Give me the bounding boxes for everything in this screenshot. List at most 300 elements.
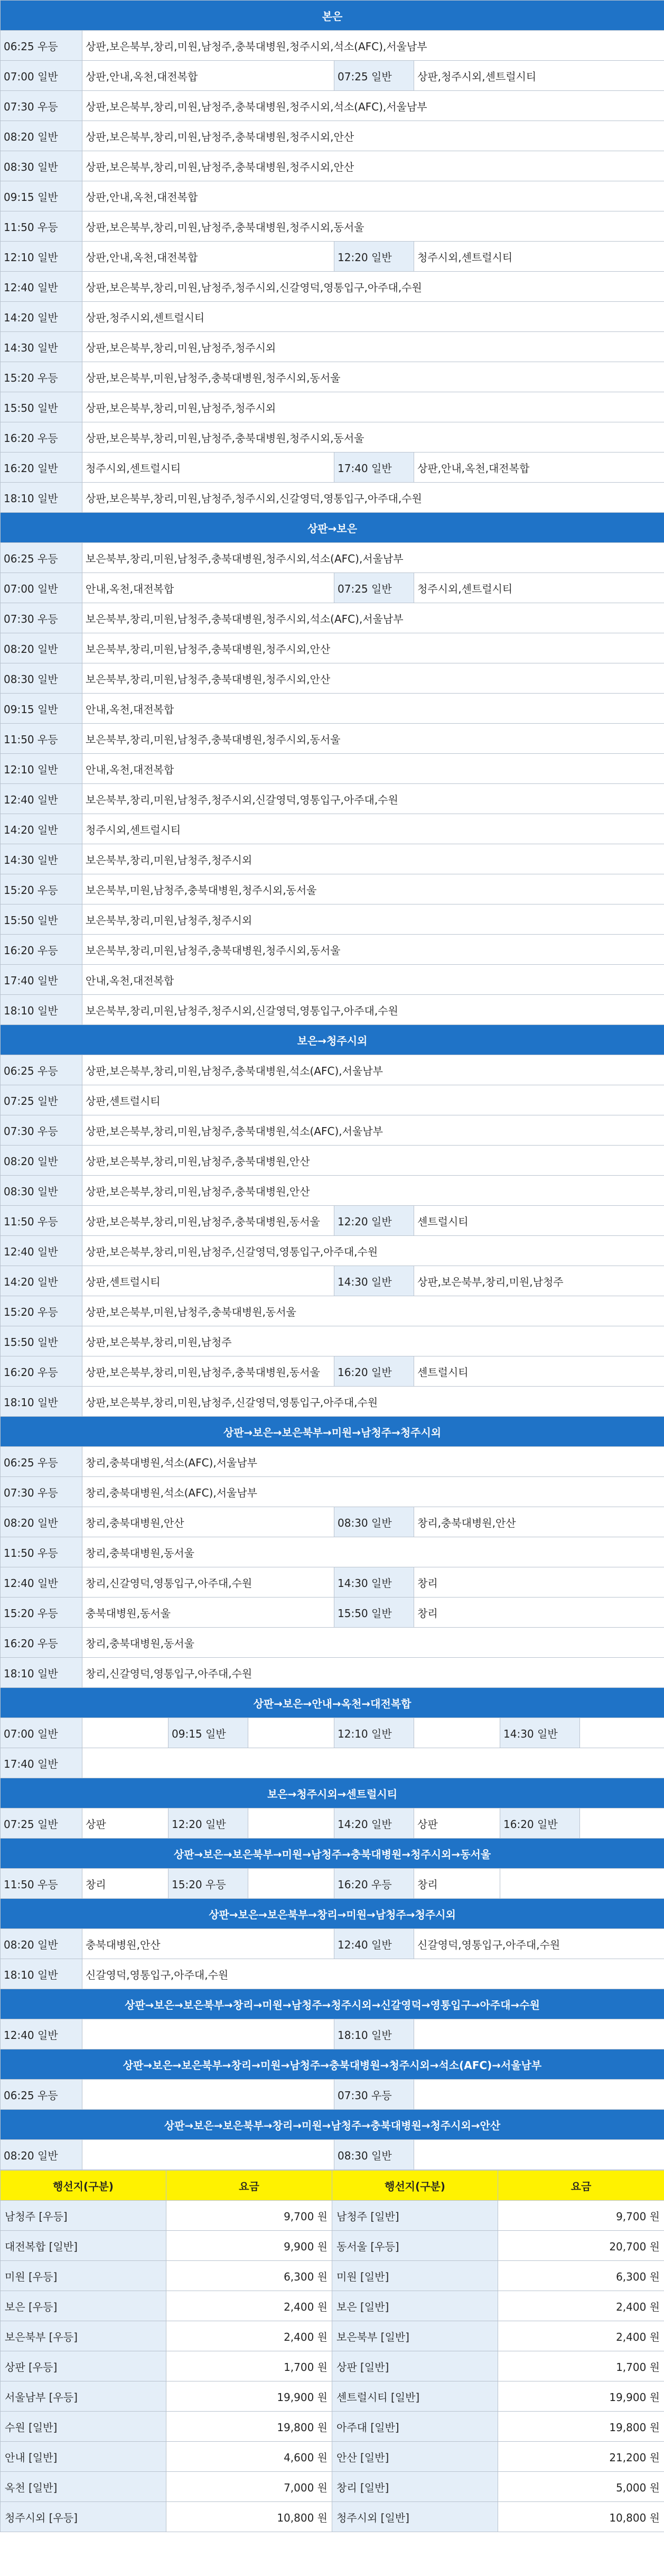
- departure-time: 15:50 일반: [1, 392, 82, 422]
- departure-time: 08:20 일반: [1, 2140, 82, 2170]
- schedule-row: [1, 1477, 664, 1507]
- schedule-row: [1, 2019, 664, 2049]
- section-title: 보은→청주시외: [1, 1025, 664, 1055]
- departure-time: 12:40 일반: [1, 784, 82, 814]
- departure-time: 08:30 일반: [334, 1507, 414, 1537]
- schedule-row: [1, 754, 664, 784]
- stops-list: 상판,보은북부,창리,미원,남청주,충북대병원,청주시외,안산: [82, 151, 664, 181]
- fare-destination-header: 행선지(구분): [1, 2171, 166, 2201]
- fare-row: [1, 2201, 664, 2231]
- schedule-row: [1, 1085, 664, 1115]
- schedule-row: [1, 1206, 664, 1236]
- fare-price: 10,800 원: [166, 2502, 332, 2532]
- departure-time: 12:20 일반: [334, 1206, 414, 1236]
- stops-list: 창리,충북대병원,석소(AFC),서울남부: [82, 1477, 664, 1507]
- schedule-row: [1, 1447, 664, 1477]
- departure-time: 14:30 일반: [334, 1567, 414, 1598]
- schedule-row: [1, 844, 664, 874]
- fare-price: 2,400 원: [498, 2291, 664, 2321]
- schedule-row: [1, 272, 664, 302]
- departure-time: 17:40 일반: [1, 1748, 82, 1778]
- departure-time: 12:10 일반: [1, 242, 82, 272]
- departure-time: 07:00 일반: [1, 573, 82, 603]
- schedule-row: [1, 1296, 664, 1326]
- fare-row: [1, 2412, 664, 2442]
- stops-list: 센트럴시티: [414, 1206, 664, 1236]
- fare-row: [1, 2321, 664, 2351]
- fare-destination: 남청주 [우등]: [1, 2201, 166, 2231]
- stops-list: 보은북부,창리,미원,남청주,청주시외: [82, 904, 664, 935]
- schedule-row: [1, 31, 664, 61]
- departure-time: 18:10 일반: [334, 2019, 414, 2049]
- schedule-row: [1, 543, 664, 573]
- schedule-row: [1, 302, 664, 332]
- schedule-row: [1, 121, 664, 151]
- schedule-row: [1, 1266, 664, 1296]
- departure-time: 07:25 일반: [334, 61, 414, 91]
- departure-time: 11:50 우등: [1, 211, 82, 242]
- departure-time: 15:20 우등: [1, 874, 82, 904]
- stops-list: 안내,옥천,대전복합: [82, 694, 664, 724]
- section-header-row: [1, 1989, 664, 2019]
- section-title: 상판→보은→보은북부→창리→미원→남청주→청주시외→신갈영덕→영통입구→아주대→수원: [1, 1989, 664, 2019]
- departure-time: 18:10 일반: [1, 1959, 82, 1989]
- schedule-row: [1, 151, 664, 181]
- stops-list: 청주시외,센트럴시티: [414, 242, 664, 272]
- stops-list: 상판,보은북부,창리,미원,남청주,신갈영덕,영통입구,아주대,수원: [82, 1236, 664, 1266]
- schedule-row: [1, 422, 664, 453]
- departure-time: 14:30 일반: [1, 332, 82, 362]
- fare-destination: 대전복합 [일반]: [1, 2231, 166, 2261]
- schedule-row: [1, 1959, 664, 1989]
- departure-time: 16:20 우등: [1, 1356, 82, 1387]
- schedule-row: [1, 61, 664, 91]
- stops-list: 상판,안내,옥천,대전복합: [82, 242, 334, 272]
- departure-time: 11:50 우등: [1, 1869, 82, 1899]
- departure-time: 07:25 일반: [1, 1808, 82, 1839]
- schedule-row: [1, 1929, 664, 1959]
- stops-list: 보은북부,창리,미원,남청주,청주시외,신갈영덕,영통입구,아주대,수원: [82, 995, 664, 1025]
- departure-time: 12:40 일반: [1, 1236, 82, 1266]
- fare-price: 6,300 원: [166, 2261, 332, 2291]
- departure-time: 14:30 일반: [334, 1266, 414, 1296]
- fare-price: 9,700 원: [498, 2201, 664, 2231]
- schedule-row: [1, 1176, 664, 1206]
- departure-time: 17:40 일반: [334, 453, 414, 483]
- stops-list: [248, 1718, 334, 1748]
- departure-time: 14:20 일반: [1, 302, 82, 332]
- stops-list: 창리,충북대병원,석소(AFC),서울남부: [82, 1447, 664, 1477]
- schedule-row: [1, 392, 664, 422]
- fare-row: [1, 2381, 664, 2412]
- stops-list: 상판,안내,옥천,대전복합: [82, 181, 664, 211]
- departure-time: 14:30 일반: [500, 1718, 580, 1748]
- stops-list: 상판,보은북부,창리,미원,남청주,청주시외,신갈영덕,영통입구,아주대,수원: [82, 483, 664, 513]
- stops-list: 보은북부,창리,미원,남청주,충북대병원,청주시외,동서울: [82, 935, 664, 965]
- fare-price-header: 요금: [166, 2171, 332, 2201]
- stops-list: [248, 1808, 334, 1839]
- schedule-row: [1, 1748, 664, 1778]
- stops-list: 청주시외,센트럴시티: [414, 573, 664, 603]
- departure-time: 18:10 일반: [1, 483, 82, 513]
- stops-list: 상판,보은북부,창리,미원,남청주,충북대병원,청주시외,안산: [82, 121, 664, 151]
- departure-time: 16:20 우등: [1, 1628, 82, 1658]
- fare-destination: 안내 [일반]: [1, 2442, 166, 2472]
- section-header-row: [1, 1899, 664, 1929]
- schedule-row: [1, 784, 664, 814]
- section-header-row: [1, 1839, 664, 1869]
- fare-header-row: [1, 2171, 664, 2201]
- stops-list: 창리,충북대병원,동서울: [82, 1628, 664, 1658]
- departure-time: 12:10 일반: [334, 1718, 414, 1748]
- fare-row: [1, 2231, 664, 2261]
- fare-destination: 아주대 [일반]: [332, 2412, 498, 2442]
- departure-time: 08:20 일반: [1, 1507, 82, 1537]
- fare-destination: 보은북부 [일반]: [332, 2321, 498, 2351]
- fare-destination: 미원 [일반]: [332, 2261, 498, 2291]
- fare-price: 1,700 원: [166, 2351, 332, 2381]
- fare-destination: 상판 [일반]: [332, 2351, 498, 2381]
- stops-list: 안내,옥천,대전복합: [82, 573, 334, 603]
- stops-list: 상판,보은북부,미원,남청주,충북대병원,동서울: [82, 1296, 664, 1326]
- fare-destination-header: 행선지(구분): [332, 2171, 498, 2201]
- schedule-row: [1, 1236, 664, 1266]
- departure-time: 15:20 우등: [1, 362, 82, 392]
- stops-list: 상판,보은북부,창리,미원,남청주,충북대병원,안산: [82, 1176, 664, 1206]
- schedule-row: [1, 181, 664, 211]
- stops-list: 상판,안내,옥천,대전복합: [414, 453, 664, 483]
- stops-list: 상판,보은북부,창리,미원,남청주,충북대병원,안산: [82, 1146, 664, 1176]
- stops-list: 청주시외,센트럴시티: [82, 453, 334, 483]
- stops-list: 창리: [414, 1567, 664, 1598]
- section-header-row: [1, 1, 664, 31]
- fare-row: [1, 2472, 664, 2502]
- stops-list: [82, 1748, 664, 1778]
- section-header-row: [1, 1417, 664, 1447]
- stops-list: 센트럴시티: [414, 1356, 664, 1387]
- schedule-row: [1, 814, 664, 844]
- departure-time: 07:25 일반: [1, 1085, 82, 1115]
- departure-time: 15:20 우등: [1, 1598, 82, 1628]
- departure-time: 12:10 일반: [1, 754, 82, 784]
- departure-time: 16:20 일반: [1, 453, 82, 483]
- stops-list: 신갈영덕,영통입구,아주대,수원: [82, 1959, 664, 1989]
- schedule-row: [1, 91, 664, 121]
- stops-list: 창리: [82, 1869, 169, 1899]
- fare-price: 19,900 원: [166, 2381, 332, 2412]
- schedule-row: [1, 1718, 664, 1748]
- departure-time: 08:30 일반: [1, 1176, 82, 1206]
- fare-destination: 창리 [일반]: [332, 2472, 498, 2502]
- stops-list: [82, 1718, 169, 1748]
- stops-list: 창리,충북대병원,안산: [414, 1507, 664, 1537]
- fare-destination: 옥천 [일반]: [1, 2472, 166, 2502]
- fare-destination: 보은 [일반]: [332, 2291, 498, 2321]
- section-header-row: [1, 2049, 664, 2080]
- fare-destination: 상판 [우등]: [1, 2351, 166, 2381]
- schedule-row: [1, 1658, 664, 1688]
- fare-destination: 안산 [일반]: [332, 2442, 498, 2472]
- section-title: 보은→청주시외→센트럴시티: [1, 1778, 664, 1808]
- stops-list: 상판: [414, 1808, 500, 1839]
- schedule-row: [1, 1326, 664, 1356]
- departure-time: 06:25 우등: [1, 2080, 82, 2110]
- schedule-row: [1, 362, 664, 392]
- departure-time: 18:10 일반: [1, 1658, 82, 1688]
- stops-list: 상판,안내,옥천,대전복합: [82, 61, 334, 91]
- departure-time: 14:20 일반: [334, 1808, 414, 1839]
- departure-time: 06:25 우등: [1, 1055, 82, 1085]
- departure-time: 08:20 일반: [1, 1929, 82, 1959]
- stops-list: 창리,충북대병원,안산: [82, 1507, 334, 1537]
- stops-list: 상판,보은북부,창리,미원,남청주,신갈영덕,영통입구,아주대,수원: [82, 1387, 664, 1417]
- section-header-row: [1, 1025, 664, 1055]
- departure-time: 14:30 일반: [1, 844, 82, 874]
- departure-time: 18:10 일반: [1, 995, 82, 1025]
- fare-price: 1,700 원: [498, 2351, 664, 2381]
- schedule-row: [1, 1567, 664, 1598]
- stops-list: [248, 1869, 334, 1899]
- stops-list: 신갈영덕,영통입구,아주대,수원: [414, 1929, 664, 1959]
- schedule-row: [1, 2140, 664, 2170]
- stops-list: 창리,신갈영덕,영통입구,아주대,수원: [82, 1658, 664, 1688]
- schedule-row: [1, 1146, 664, 1176]
- departure-time: 17:40 일반: [1, 965, 82, 995]
- schedule-row: [1, 995, 664, 1025]
- fare-destination: 보은 [우등]: [1, 2291, 166, 2321]
- section-title: 상판→보은→보은북부→창리→미원→남청주→청주시외: [1, 1899, 664, 1929]
- stops-list: 상판,보은북부,창리,미원,남청주: [414, 1266, 664, 1296]
- schedule-row: [1, 2080, 664, 2110]
- stops-list: 상판,보은북부,미원,남청주,충북대병원,청주시외,동서울: [82, 362, 664, 392]
- schedule-row: [1, 1387, 664, 1417]
- schedule-row: [1, 724, 664, 754]
- section-title: 상판→보은→안내→옥천→대전복합: [1, 1688, 664, 1718]
- section-header-row: [1, 1688, 664, 1718]
- stops-list: 보은북부,창리,미원,남청주,충북대병원,청주시외,석소(AFC),서울남부: [82, 603, 664, 633]
- fare-price: 2,400 원: [166, 2291, 332, 2321]
- departure-time: 16:20 우등: [334, 1869, 414, 1899]
- stops-list: [82, 2019, 334, 2049]
- departure-time: 12:20 일반: [169, 1808, 248, 1839]
- stops-list: 충북대병원,동서울: [82, 1598, 334, 1628]
- schedule-row: [1, 633, 664, 663]
- fare-row: [1, 2351, 664, 2381]
- departure-time: 12:20 일반: [334, 242, 414, 272]
- schedule-row: [1, 663, 664, 694]
- stops-list: 창리: [414, 1869, 500, 1899]
- fare-destination: 동서울 [우등]: [332, 2231, 498, 2261]
- fare-destination: 보은북부 [우등]: [1, 2321, 166, 2351]
- empty-cell: [500, 1869, 664, 1899]
- section-title: 상판→보은→보은북부→미원→남청주→청주시외: [1, 1417, 664, 1447]
- fare-destination: 센트럴시티 [일반]: [332, 2381, 498, 2412]
- stops-list: 충북대병원,안산: [82, 1929, 334, 1959]
- fare-destination: 청주시외 [우등]: [1, 2502, 166, 2532]
- stops-list: 상판,청주시외,센트럴시티: [414, 61, 664, 91]
- fare-row: [1, 2502, 664, 2532]
- departure-time: 15:50 일반: [334, 1598, 414, 1628]
- departure-time: 12:40 일반: [1, 1567, 82, 1598]
- schedule-row: [1, 483, 664, 513]
- stops-list: 보은북부,창리,미원,남청주,충북대병원,청주시외,동서울: [82, 724, 664, 754]
- departure-time: 18:10 일반: [1, 1387, 82, 1417]
- departure-time: 16:20 우등: [1, 935, 82, 965]
- stops-list: 보은북부,창리,미원,남청주,청주시외,신갈영덕,영통입구,아주대,수원: [82, 784, 664, 814]
- stops-list: [82, 2140, 334, 2170]
- stops-list: 보은북부,창리,미원,남청주,충북대병원,청주시외,안산: [82, 633, 664, 663]
- section-header-row: [1, 513, 664, 543]
- departure-time: 11:50 우등: [1, 724, 82, 754]
- schedule-row: [1, 965, 664, 995]
- stops-list: 보은북부,창리,미원,남청주,청주시외: [82, 844, 664, 874]
- stops-list: 청주시외,센트럴시티: [82, 814, 664, 844]
- fare-price-header: 요금: [498, 2171, 664, 2201]
- section-header-row: [1, 1778, 664, 1808]
- schedule-row: [1, 573, 664, 603]
- fare-price: 9,900 원: [166, 2231, 332, 2261]
- schedule-row: [1, 874, 664, 904]
- departure-time: 06:25 우등: [1, 1447, 82, 1477]
- stops-list: 상판,보은북부,창리,미원,남청주,충북대병원,청주시외,동서울: [82, 211, 664, 242]
- departure-time: 07:30 우등: [1, 1115, 82, 1146]
- fare-price: 9,700 원: [166, 2201, 332, 2231]
- stops-list: 상판,보은북부,창리,미원,남청주,청주시외: [82, 332, 664, 362]
- fare-table: [0, 2170, 664, 2532]
- schedule-row: [1, 603, 664, 633]
- departure-time: 08:20 일반: [1, 121, 82, 151]
- departure-time: 11:50 우등: [1, 1206, 82, 1236]
- stops-list: 상판,청주시외,센트럴시티: [82, 302, 664, 332]
- stops-list: 상판,보은북부,창리,미원,남청주,청주시외: [82, 392, 664, 422]
- departure-time: 07:25 일반: [334, 573, 414, 603]
- stops-list: 창리,충북대병원,동서울: [82, 1537, 664, 1567]
- fare-price: 5,000 원: [498, 2472, 664, 2502]
- fare-price: 20,700 원: [498, 2231, 664, 2261]
- schedule-row: [1, 1356, 664, 1387]
- schedule-row: [1, 453, 664, 483]
- departure-time: 07:30 우등: [1, 603, 82, 633]
- departure-time: 14:20 일반: [1, 814, 82, 844]
- stops-list: 보은북부,창리,미원,남청주,충북대병원,청주시외,안산: [82, 663, 664, 694]
- schedule-row: [1, 1537, 664, 1567]
- departure-time: 15:20 우등: [169, 1869, 248, 1899]
- departure-time: 12:40 일반: [1, 272, 82, 302]
- fare-price: 19,800 원: [498, 2412, 664, 2442]
- stops-list: [414, 2019, 664, 2049]
- schedule-row: [1, 1808, 664, 1839]
- stops-list: 안내,옥천,대전복합: [82, 754, 664, 784]
- schedule-row: [1, 1055, 664, 1085]
- fare-destination: 서울남부 [우등]: [1, 2381, 166, 2412]
- departure-time: 15:20 우등: [1, 1296, 82, 1326]
- departure-time: 06:25 우등: [1, 31, 82, 61]
- fare-destination: 수원 [일반]: [1, 2412, 166, 2442]
- schedule-row: [1, 1115, 664, 1146]
- stops-list: 상판,센트럴시티: [82, 1085, 664, 1115]
- fare-price: 4,600 원: [166, 2442, 332, 2472]
- stops-list: [414, 2140, 664, 2170]
- stops-list: 상판,센트럴시티: [82, 1266, 334, 1296]
- fare-destination: 청주시외 [일반]: [332, 2502, 498, 2532]
- fare-row: [1, 2261, 664, 2291]
- stops-list: [414, 1718, 500, 1748]
- stops-list: 상판,보은북부,창리,미원,남청주,청주시외,신갈영덕,영통입구,아주대,수원: [82, 272, 664, 302]
- departure-time: 07:30 우등: [334, 2080, 414, 2110]
- stops-list: 상판,보은북부,창리,미원,남청주,충북대병원,동서울: [82, 1206, 334, 1236]
- schedule-row: [1, 1628, 664, 1658]
- stops-list: 상판,보은북부,창리,미원,남청주,충북대병원,석소(AFC),서울남부: [82, 1115, 664, 1146]
- departure-time: 12:40 일반: [1, 2019, 82, 2049]
- departure-time: 08:20 일반: [1, 633, 82, 663]
- fare-price: 19,800 원: [166, 2412, 332, 2442]
- stops-list: 상판,보은북부,창리,미원,남청주,충북대병원,청주시외,동서울: [82, 422, 664, 453]
- fare-destination: 미원 [우등]: [1, 2261, 166, 2291]
- stops-list: [580, 1718, 664, 1748]
- fare-price: 2,400 원: [498, 2321, 664, 2351]
- stops-list: 보은북부,미원,남청주,충북대병원,청주시외,동서울: [82, 874, 664, 904]
- schedule-row: [1, 935, 664, 965]
- schedule-row: [1, 1598, 664, 1628]
- section-title: 상판→보은→보은북부→창리→미원→남청주→충북대병원→청주시외→안산: [1, 2110, 664, 2140]
- departure-time: 16:20 일반: [334, 1356, 414, 1387]
- section-title: 상판→보은→보은북부→미원→남청주→충북대병원→청주시외→동서울: [1, 1839, 664, 1869]
- departure-time: 08:30 일반: [334, 2140, 414, 2170]
- departure-time: 12:40 일반: [334, 1929, 414, 1959]
- departure-time: 15:50 일반: [1, 904, 82, 935]
- schedule-row: [1, 1869, 664, 1899]
- schedule-row: [1, 1507, 664, 1537]
- section-title: 상판→보은: [1, 513, 664, 543]
- departure-time: 08:30 일반: [1, 663, 82, 694]
- departure-time: 16:20 일반: [500, 1808, 580, 1839]
- fare-destination: 남청주 [일반]: [332, 2201, 498, 2231]
- departure-time: 07:30 우등: [1, 1477, 82, 1507]
- fare-price: 6,300 원: [498, 2261, 664, 2291]
- departure-time: 07:00 일반: [1, 61, 82, 91]
- departure-time: 07:30 우등: [1, 91, 82, 121]
- section-header-row: [1, 2110, 664, 2140]
- fare-price: 2,400 원: [166, 2321, 332, 2351]
- stops-list: 보은북부,창리,미원,남청주,충북대병원,청주시외,석소(AFC),서울남부: [82, 543, 664, 573]
- departure-time: 16:20 우등: [1, 422, 82, 453]
- stops-list: 창리,신갈영덕,영통입구,아주대,수원: [82, 1567, 334, 1598]
- stops-list: 상판,보은북부,창리,미원,남청주: [82, 1326, 664, 1356]
- stops-list: [580, 1808, 664, 1839]
- fare-row: [1, 2291, 664, 2321]
- fare-price: 10,800 원: [498, 2502, 664, 2532]
- schedule-row: [1, 211, 664, 242]
- fare-price: 7,000 원: [166, 2472, 332, 2502]
- stops-list: 상판,보은북부,창리,미원,남청주,충북대병원,동서울: [82, 1356, 334, 1387]
- section-title: 상판→보은→보은북부→창리→미원→남청주→충북대병원→청주시외→석소(AFC)→서울남부: [1, 2049, 664, 2080]
- departure-time: 09:15 일반: [1, 181, 82, 211]
- departure-time: 09:15 일반: [169, 1718, 248, 1748]
- stops-list: 상판,보은북부,창리,미원,남청주,충북대병원,청주시외,석소(AFC),서울남부: [82, 31, 664, 61]
- departure-time: 09:15 일반: [1, 694, 82, 724]
- departure-time: 15:50 일반: [1, 1326, 82, 1356]
- fare-price: 19,900 원: [498, 2381, 664, 2412]
- stops-list: 상판,보은북부,창리,미원,남청주,충북대병원,석소(AFC),서울남부: [82, 1055, 664, 1085]
- departure-time: 14:20 일반: [1, 1266, 82, 1296]
- fare-row: [1, 2442, 664, 2472]
- stops-list: 상판,보은북부,창리,미원,남청주,충북대병원,청주시외,석소(AFC),서울남부: [82, 91, 664, 121]
- stops-list: [414, 2080, 664, 2110]
- schedule-row: [1, 332, 664, 362]
- schedule-row: [1, 242, 664, 272]
- departure-time: 08:30 일반: [1, 151, 82, 181]
- schedule-row: [1, 694, 664, 724]
